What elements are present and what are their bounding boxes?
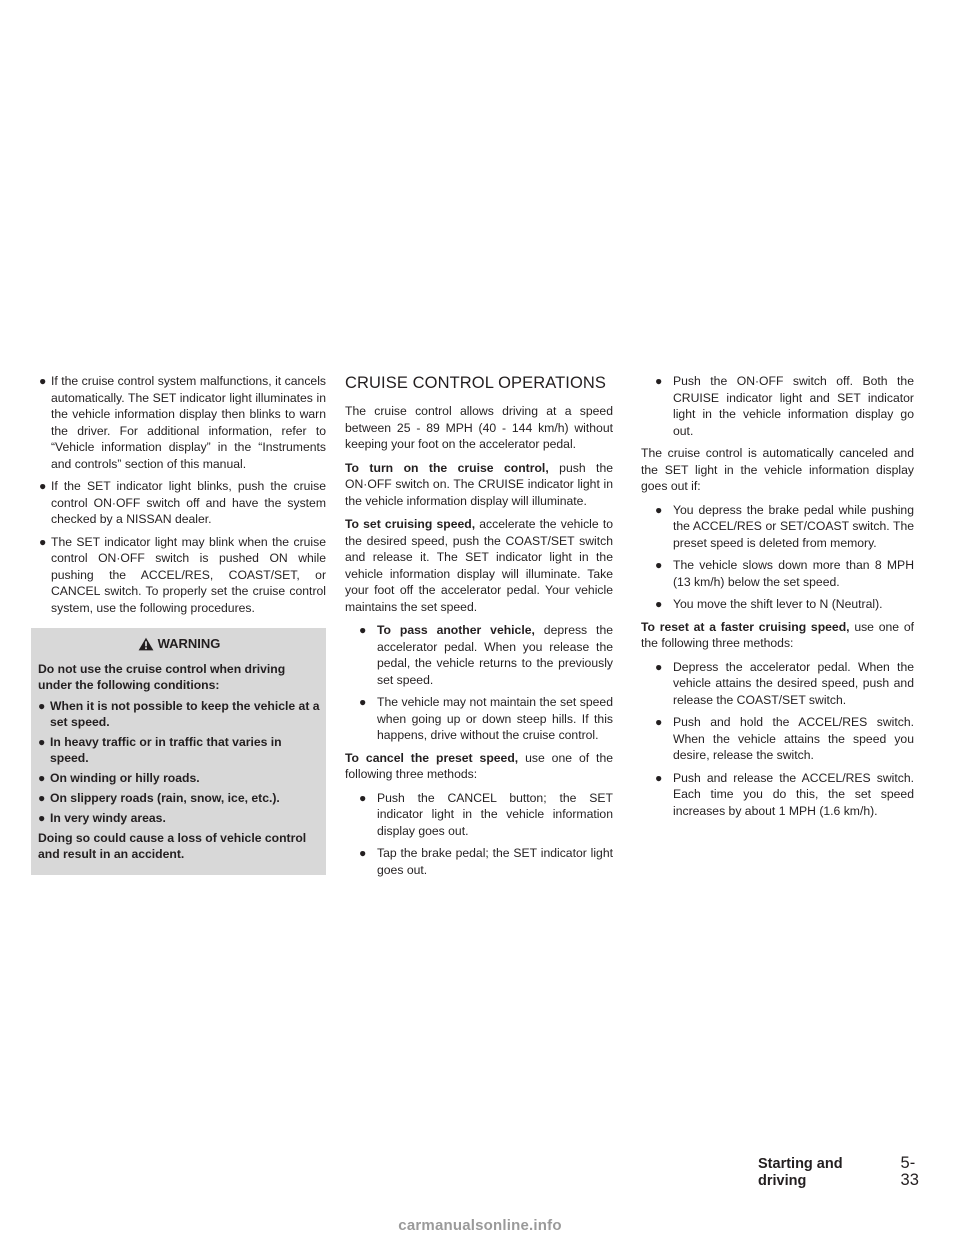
- bullet: ●: [359, 695, 367, 709]
- list-item: ● The vehicle may not maintain the set speed when going up or down steep hills. If this happens, drive without the cruise control.: [359, 695, 613, 742]
- warning-header: [38, 634, 320, 661]
- list-item: ● In very windy areas.: [38, 811, 166, 825]
- bullet: ●: [39, 374, 47, 388]
- bullet: ●: [38, 735, 46, 749]
- bullet: ●: [655, 770, 663, 785]
- list-item: ● Push and release the ACCEL/RES switch. Each time you do this, the set speed increases by about 1 MPH (1.6 km/h).: [655, 770, 914, 818]
- column-right: [641, 373, 914, 825]
- bullet: ●: [655, 597, 663, 611]
- bullet: ●: [38, 811, 46, 825]
- footer-section-name: Starting and driving: [758, 1156, 843, 1189]
- list-item: ● If the SET indicator light blinks, push the cruise control ON·OFF switch off and have the system checked by a NISSAN dealer.: [39, 479, 326, 526]
- list-item: ● To pass another vehicle, depress the accelerator pedal. When you release the pedal, the vehicle returns to the previously set speed.: [359, 623, 614, 687]
- auto-cancel-paragraph: The cruise control is automatically canceled and the SET light in the vehicle information display goes out if:: [641, 446, 914, 493]
- list-item: ● If the cruise control system malfunctions, it cancels automatically. The SET indicator light illuminates in the vehicle information display then blinks to warn the driver. For additional information, refer to “Vehicle information display” in the “Instruments and controls” section of this manual.: [39, 374, 326, 471]
- reset-list: [641, 659, 914, 820]
- bullet: ●: [38, 791, 46, 805]
- warning-triangle-icon: [138, 637, 154, 651]
- column-middle: [345, 373, 613, 884]
- list-item: ● The vehicle slows down more than 8 MPH (13 km/h) below the set speed.: [655, 558, 914, 589]
- bullet: ●: [359, 623, 367, 637]
- turn-on-paragraph: To turn on the cruise control, push the ON·OFF switch on. The CRUISE indicator light in the vehicle information display will illuminate.: [345, 460, 613, 508]
- bullet: ●: [359, 790, 367, 805]
- warning-intro: Do not use the cruise control when driving under the following conditions:: [38, 662, 286, 692]
- auto-cancel-list: [641, 502, 914, 613]
- bullet: ●: [655, 715, 663, 729]
- bullet: ●: [655, 558, 663, 572]
- page-number: 5-33: [900, 1154, 919, 1189]
- set-speed-list: [345, 622, 613, 744]
- bullet: ●: [38, 771, 46, 785]
- watermark[interactable]: carmanualsonline.info: [398, 1217, 562, 1234]
- bullet: ●: [359, 846, 367, 860]
- list-item: ● Tap the brake pedal; the SET indicator light goes out.: [359, 846, 613, 877]
- section-heading: CRUISE CONTROL OPERATIONS: [345, 374, 607, 392]
- warning-box: [31, 628, 326, 875]
- warning-title: WARNING: [157, 636, 221, 651]
- bullet: ●: [655, 659, 663, 674]
- warning-list: [38, 698, 320, 826]
- cancel-list: [345, 790, 613, 879]
- intro-paragraph: The cruise control allows driving at a speed between 25 - 89 MPH (40 - 144 km/h) without keeping your foot on the accelerator pedal.: [345, 404, 613, 451]
- bullet: ●: [655, 374, 663, 388]
- list-item: ● When it is not possible to keep the vehicle at a set speed.: [38, 699, 320, 729]
- cancel-paragraph: To cancel the preset speed, use one of the following three methods:: [345, 750, 613, 781]
- reset-paragraph: To reset at a faster cruising speed, use one of the following three methods:: [641, 619, 914, 650]
- malfunction-list: [31, 373, 326, 616]
- bullet: ●: [39, 479, 47, 493]
- bullet: ●: [38, 699, 46, 713]
- list-item: ● On winding or hilly roads.: [38, 771, 200, 785]
- column-left: [31, 373, 326, 875]
- page-footer: [758, 1155, 933, 1189]
- set-speed-paragraph: To set cruising speed, accelerate the vehicle to the desired speed, push the COAST/SET switch and release it. The SET indicator light in the vehicle information display will illuminate. Take your foot off the accelerator pedal. Your vehicle maintains the set speed.: [345, 517, 613, 614]
- cancel-list-continued: [641, 373, 914, 439]
- list-item: ● Push the CANCEL button; the SET indicator light in the vehicle information display goes out.: [359, 790, 613, 838]
- list-item: ● On slippery roads (rain, snow, ice, etc.).: [38, 791, 280, 805]
- list-item: ● In heavy traffic or in traffic that varies in speed.: [38, 735, 282, 765]
- warning-outro: Doing so could cause a loss of vehicle control and result in an accident.: [38, 831, 307, 861]
- list-item: ● The SET indicator light may blink when the cruise control ON·OFF switch is pushed ON while pushing the ACCEL/RES, COAST/SET, or CANCEL switch. To properly set the cruise control system, use the following procedures.: [39, 534, 326, 615]
- bullet: ●: [39, 534, 47, 549]
- list-item: ● Push the ON·OFF switch off. Both the CRUISE indicator light and SET indicator light in the vehicle information display go out.: [655, 374, 914, 438]
- list-item: ● You move the shift lever to N (Neutral).: [655, 597, 883, 611]
- list-item: ● You depress the brake pedal while pushing the ACCEL/RES or SET/COAST switch. The preset speed is deleted from memory.: [655, 502, 914, 550]
- list-item: ● Depress the accelerator pedal. When the vehicle attains the desired speed, push and release the COAST/SET switch.: [655, 659, 914, 707]
- list-item: ● Push and hold the ACCEL/RES switch. When the vehicle attains the speed you desire, release the switch.: [655, 715, 914, 762]
- bullet: ●: [655, 502, 663, 517]
